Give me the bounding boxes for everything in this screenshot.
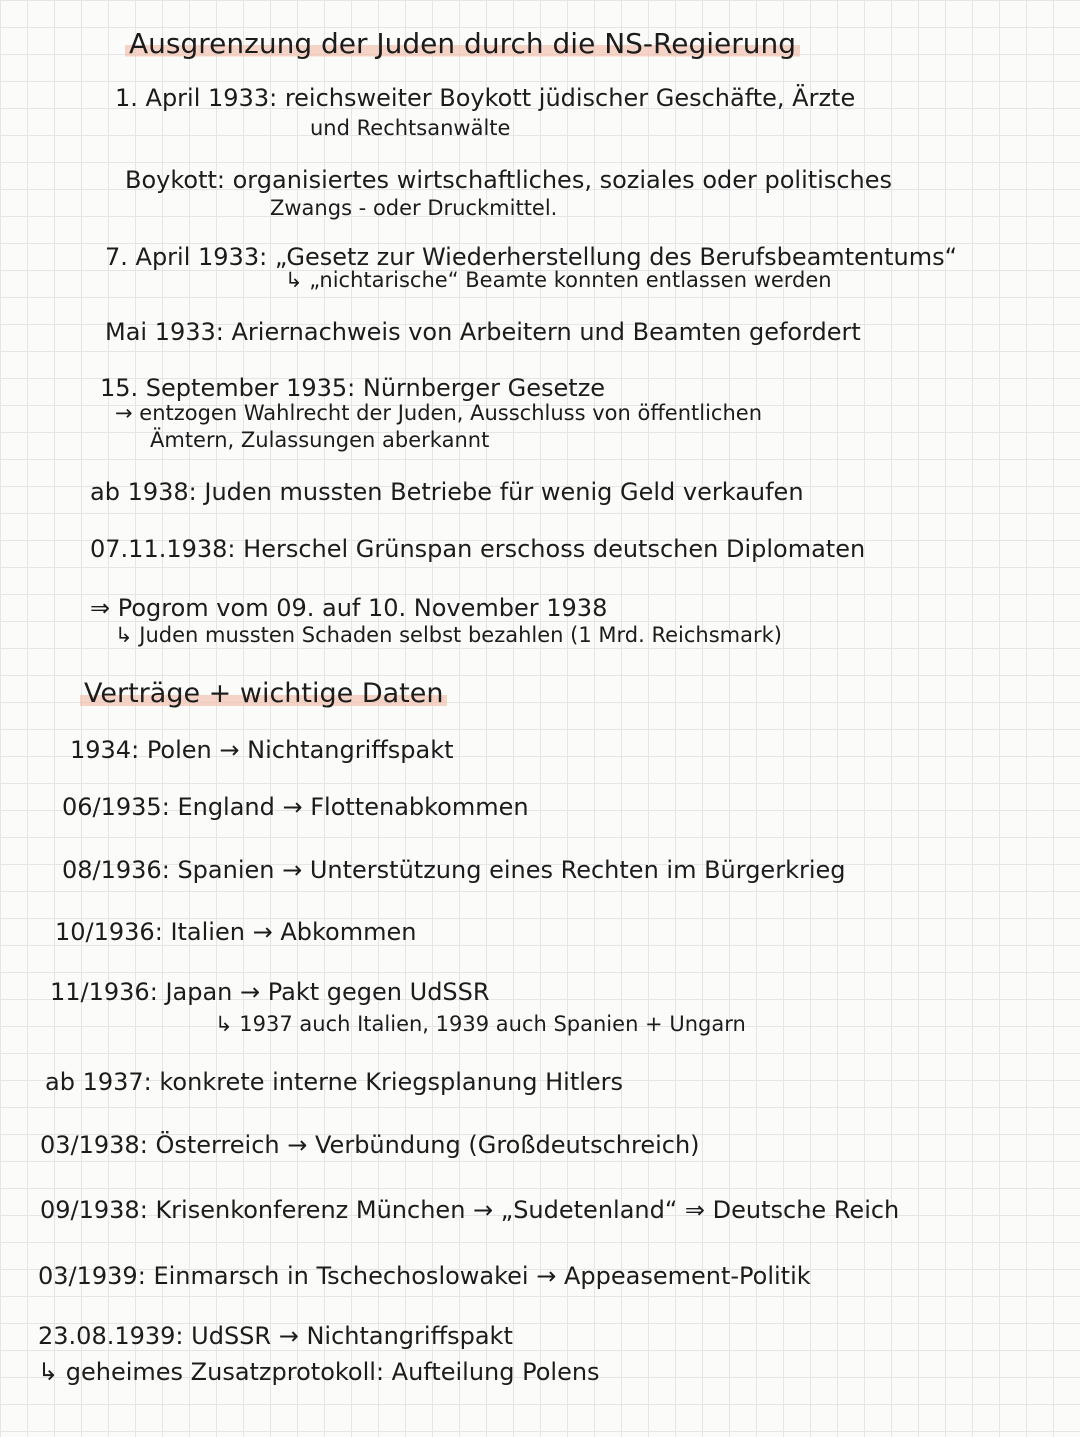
note-line bbox=[70, 738, 454, 762]
note-text: Italien → Abkommen bbox=[170, 918, 417, 946]
note-date: 7. April 1933: bbox=[105, 243, 268, 271]
note-date: 08/1936: bbox=[62, 856, 170, 884]
note-date: 11/1936: bbox=[50, 978, 158, 1006]
note-line bbox=[115, 403, 762, 424]
note-text: England → Flottenabkommen bbox=[177, 793, 529, 821]
note-line bbox=[40, 1133, 700, 1157]
note-line bbox=[125, 168, 892, 192]
note-text: → entzogen Wahlrecht der Juden, Ausschluss von öffentlichen bbox=[115, 401, 763, 425]
note-text: Nürnberger Gesetze bbox=[362, 374, 606, 402]
note-line bbox=[115, 625, 782, 646]
note-date: 03/1939: bbox=[38, 1262, 146, 1290]
note-text: Spanien → Unterstützung eines Rechten im Bürgerkrieg bbox=[177, 856, 846, 884]
note-date: 1934: bbox=[70, 736, 140, 764]
note-text: organisiertes wirtschaftliches, soziales oder politisches bbox=[232, 166, 893, 194]
note-date: 23.08.1939: bbox=[38, 1322, 184, 1350]
page-title: Ausgrenzung der Juden durch die NS-Regierung bbox=[125, 30, 800, 58]
note-date: ab 1938: bbox=[90, 478, 197, 506]
note-line bbox=[90, 537, 865, 561]
note-line bbox=[55, 920, 416, 944]
note-text: Herschel Grünspan erschoss deutschen Diplomaten bbox=[243, 535, 866, 563]
note-date: 15. September 1935: bbox=[100, 374, 356, 402]
note-line bbox=[40, 1198, 899, 1222]
note-date: Mai 1933: bbox=[105, 318, 224, 346]
note-text: Polen → Nichtangriffspakt bbox=[146, 736, 454, 764]
note-text: Juden mussten Betriebe für wenig Geld verkaufen bbox=[204, 478, 804, 506]
note-line bbox=[45, 1070, 623, 1094]
note-date: Boykott: bbox=[125, 166, 225, 194]
note-line bbox=[105, 320, 861, 344]
note-line bbox=[50, 980, 490, 1004]
note-line bbox=[270, 198, 557, 219]
note-text: ↳ 1937 auch Italien, 1939 auch Spanien + Ungarn bbox=[215, 1012, 746, 1036]
note-text: Einmarsch in Tschechoslowakei → Appeasement-Politik bbox=[153, 1262, 811, 1290]
note-date: 1. April 1933: bbox=[115, 84, 278, 112]
note-text: ↳ Juden mussten Schaden selbst bezahlen (1 Mrd. Reichsmark) bbox=[115, 623, 782, 647]
note-text: Krisenkonferenz München → „Sudetenland“ ⇒ Deutsche Reich bbox=[155, 1196, 900, 1224]
note-text: Ariernachweis von Arbeitern und Beamten gefordert bbox=[231, 318, 861, 346]
note-line bbox=[38, 1324, 513, 1348]
note-line bbox=[150, 430, 489, 451]
note-line bbox=[38, 1264, 811, 1288]
note-date: 09/1938: bbox=[40, 1196, 148, 1224]
note-line bbox=[62, 858, 846, 882]
note-line bbox=[215, 1014, 746, 1035]
note-date: 03/1938: bbox=[40, 1131, 148, 1159]
note-line bbox=[38, 1360, 600, 1384]
note-date: ab 1937: bbox=[45, 1068, 152, 1096]
note-text: UdSSR → Nichtangriffspakt bbox=[191, 1322, 513, 1350]
section-title: Verträge + wichtige Daten bbox=[80, 680, 447, 707]
note-line bbox=[310, 118, 510, 139]
note-line bbox=[285, 270, 832, 291]
note-date: 10/1936: bbox=[55, 918, 163, 946]
note-text: Zwangs - oder Druckmittel. bbox=[270, 196, 558, 220]
note-line bbox=[62, 795, 529, 819]
note-date: 07.11.1938: bbox=[90, 535, 236, 563]
note-text: Österreich → Verbündung (Großdeutschreich) bbox=[155, 1131, 700, 1159]
note-line bbox=[100, 376, 605, 400]
note-text: ⇒ Pogrom vom 09. auf 10. November 1938 bbox=[90, 594, 608, 622]
note-text: ↳ geheimes Zusatzprotokoll: Aufteilung Polens bbox=[38, 1358, 600, 1386]
note-text: ↳ „nichtarische“ Beamte konnten entlassen werden bbox=[285, 268, 832, 292]
note-line bbox=[105, 245, 957, 269]
note-text: „Gesetz zur Wiederherstellung des Berufsbeamtentums“ bbox=[274, 243, 958, 271]
note-text: Ämtern, Zulassungen aberkannt bbox=[150, 428, 490, 452]
note-text: reichsweiter Boykott jüdischer Geschäfte, Ärzte bbox=[284, 84, 856, 112]
note-line bbox=[115, 86, 855, 110]
note-text: konkrete interne Kriegsplanung Hitlers bbox=[159, 1068, 624, 1096]
note-line bbox=[90, 596, 607, 620]
note-text: und Rechtsanwälte bbox=[310, 116, 511, 140]
note-text: Japan → Pakt gegen UdSSR bbox=[165, 978, 490, 1006]
note-line bbox=[90, 480, 804, 504]
note-date: 06/1935: bbox=[62, 793, 170, 821]
